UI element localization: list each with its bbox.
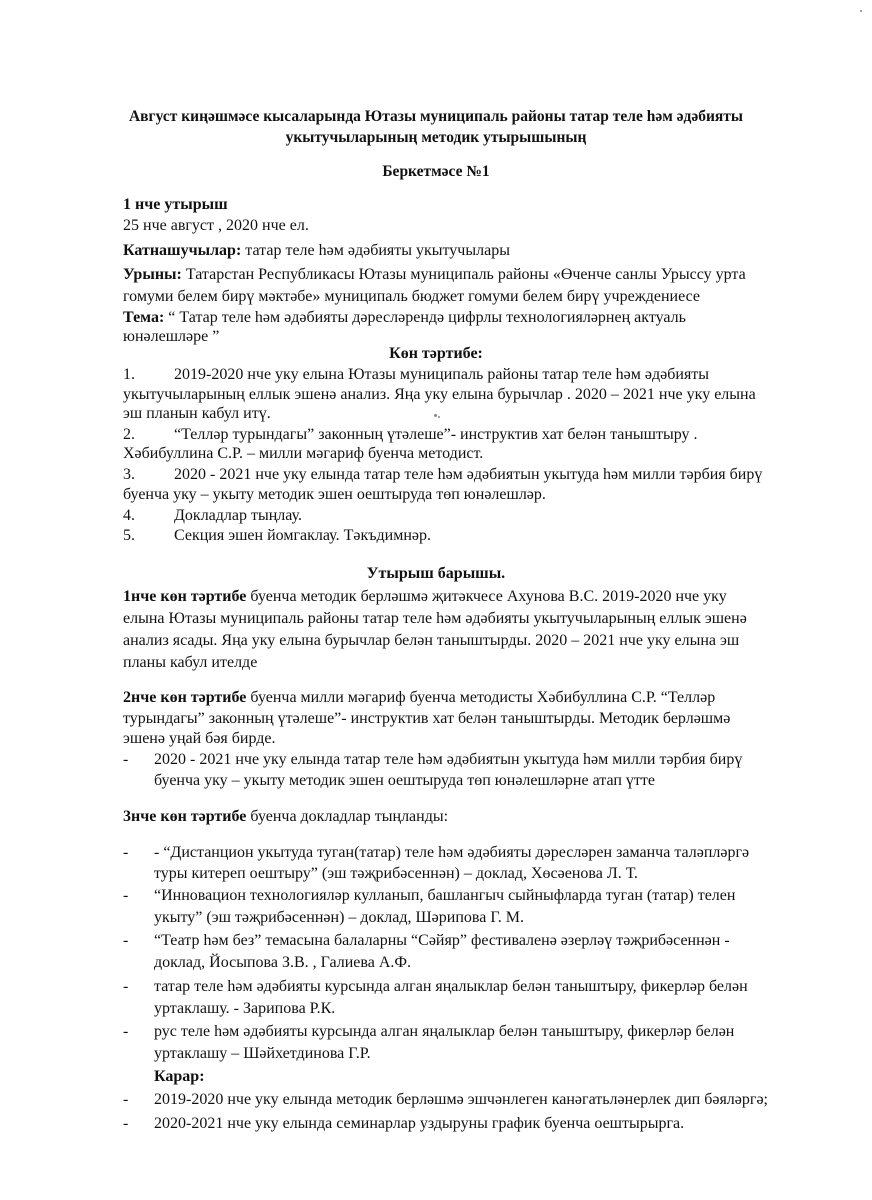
agenda-item-number: 4. <box>123 507 135 524</box>
participants-value: татар теле һәм әдәбияты укытучылары <box>241 242 510 259</box>
p2-line-2: турындагы” законның үтәлеше”- инструктив хат белән таныштырды. Методик берләшмә <box>123 710 731 727</box>
topic-line-1 <box>123 307 686 328</box>
p1-bold: 1нче көн тәртибе <box>123 588 247 605</box>
report-1-line-1: - “Дистанцион укытуда туган(татар) теле һәм әдәбияты дәресләрен заманча таләпләргә <box>154 844 750 861</box>
report-1-line-2: туры китереп оештыру” (эш тәҗрибәсеннән) – доклад, Хөсәенова Л. Т. <box>154 865 638 882</box>
p3-text: буенча докладлар тыңланды: <box>246 808 449 825</box>
p3-line <box>123 806 448 827</box>
p2-line-1 <box>123 687 715 708</box>
report-2-line-2: укыту” (эш тәҗрибәсеннән) – доклад, Шәрипова Г. М. <box>154 909 525 926</box>
title-line-1: Август киңәшмәсе кысаларында Ютазы муниципаль районы татар теле һәм әдәбияты <box>128 108 744 125</box>
p1-line-2: елына Ютазы муниципаль районы татар теле һәм әдәбияты укытучыларының еллык эшенә <box>123 610 747 627</box>
p2-bold: 2нче көн тәртибе <box>123 689 247 706</box>
agenda-item-2-line-1: “Телләр турындагы” законның үтәлеше”- инструктив хат белән таныштыру . <box>174 426 698 443</box>
p1-text-1: буенча методик берләшмә җитәкчесе Ахунова В.С. 2019-2020 нче уку <box>246 588 727 605</box>
bullet-dash: - <box>123 1091 129 1108</box>
venue-line-2: гомуми белем бирү мәктәбе» муниципаль бюджет гомуми белем бирү учреждениесе <box>123 288 701 305</box>
topic-text-1: “ Татар теле һәм әдәбияты дәресләрендә цифрлы технологияләрнең актуаль <box>164 309 686 326</box>
protocol-number: Беркетмәсе №1 <box>382 163 490 180</box>
agenda-item-3-line-1: 2020 - 2021 нче уку елында татар теле һәм әдәбиятын укытуда һәм милли тәрбия бирү <box>174 466 763 483</box>
title-line-2: укытучыларының методик утырышының <box>285 129 587 146</box>
bullet-dash: - <box>123 887 129 904</box>
decision-1: 2019-2020 нче уку елында методик берләшмә эшчәнлеген канәгатьләнерлек дип бәяләргә; <box>154 1091 768 1108</box>
p1-line-3: анализ ясады. Яңа уку елына бурычлар белән таныштырды. 2020 – 2021 нче уку елына эш <box>123 632 740 649</box>
agenda-item-number: 2. <box>123 426 135 443</box>
agenda-item-1-line-2: укытучыларының еллык эшенә анализ. Яңа уку елына бурычлар . 2020 – 2021 нче уку елына <box>123 386 756 403</box>
agenda-item-1-line-3: эш планын кабул итү. <box>123 405 271 422</box>
agenda-item-number: 5. <box>123 527 135 544</box>
bullet-dash: - <box>123 1115 129 1132</box>
scan-speck <box>438 416 440 418</box>
bullet-dash: - <box>123 978 129 995</box>
topic-label: Тема: <box>123 309 165 326</box>
topic-line-2: юнәлешләре ” <box>123 328 220 345</box>
agenda-item-number: 3. <box>123 466 135 483</box>
bullet-dash: - <box>123 751 129 768</box>
report-5-line-1: рус теле һәм әдәбияты курсында алган яңалыклар белән таныштыру, фикерләр белән <box>154 1023 735 1040</box>
p1-line-4: планы кабул ителде <box>123 654 258 671</box>
report-4-line-2: уртаклашу. - Зарипова Р.К. <box>154 1000 336 1017</box>
scan-speck <box>434 414 437 417</box>
proceedings-heading: Утырыш барышы. <box>366 565 506 582</box>
report-5-line-2: уртаклашу – Шәйхетдинова Г.Р. <box>154 1045 371 1062</box>
report-2-line-1: “Инновацион технологияләр кулланып, башлангыч сыйныфларда туган (татар) телен <box>154 887 736 904</box>
venue-label: Урыны: <box>123 266 182 283</box>
venue-line-1 <box>123 264 746 285</box>
agenda-item-2-line-2: Хәбибуллина С.Р. – милли мәгариф буенча методист. <box>123 445 484 462</box>
bullet-dash: - <box>123 932 129 949</box>
bullet-dash: - <box>123 844 129 861</box>
report-4-line-1: татар теле һәм әдәбияты курсында алган яңалыклар белән таныштыру, фикерләр белән <box>154 978 748 995</box>
meeting-date: 25 нче август , 2020 нче ел. <box>123 217 309 234</box>
meeting-number: 1 нче утырыш <box>123 196 228 213</box>
venue-text-1: Татарстан Республикасы Ютазы муниципаль районы «Өченче санлы Урыссу урта <box>181 266 746 283</box>
scan-speck <box>860 10 862 12</box>
p2-bullet-line-2: буенча уку – укыту методик эшен оештыруда төп юнәлешләрне атап үтте <box>154 772 655 789</box>
agenda-heading: Көн тәртибе: <box>389 345 483 362</box>
decision-2: 2020-2021 нче уку елында семинарлар уздыруны график буенча оештырырга. <box>154 1115 685 1132</box>
p2-text-1: буенча милли мәгариф буенча методисты Хәбибуллина С.Р. “Телләр <box>246 689 716 706</box>
agenda-item-5-line-1: Секция эшен йомгаклау. Тәкъдимнәр. <box>174 527 431 544</box>
p1-line-1 <box>123 586 727 607</box>
report-3-line-2: доклад, Йосыпова З.В. , Галиева А.Ф. <box>154 954 412 971</box>
p2-line-3: эшенә уңай бәя бирде. <box>123 730 276 747</box>
agenda-item-1-line-1: 2019-2020 нче уку елына Ютазы муниципаль районы татар теле һәм әдәбияты <box>174 366 710 383</box>
decision-label: Карар: <box>154 1068 205 1085</box>
participants-label: Катнашучылар: <box>123 242 242 259</box>
report-3-line-1: “Театр һәм без” темасына балаларны “Сәйяр” фестиваленә әзерләү тәҗрибәсеннән - <box>154 932 730 949</box>
p2-bullet-line-1: 2020 - 2021 нче уку елында татар теле һәм әдәбиятын укытуда һәм милли тәрбия бирү <box>154 751 743 768</box>
participants-line <box>123 240 510 261</box>
agenda-item-number: 1. <box>123 366 135 383</box>
agenda-item-4-line-1: Докладлар тыңлау. <box>174 507 302 524</box>
p3-bold: 3нче көн тәртибе <box>123 808 247 825</box>
bullet-dash: - <box>123 1023 129 1040</box>
agenda-item-3-line-2: буенча уку – укыту методик эшен оештыруда төп юнәлешләр. <box>123 486 546 503</box>
